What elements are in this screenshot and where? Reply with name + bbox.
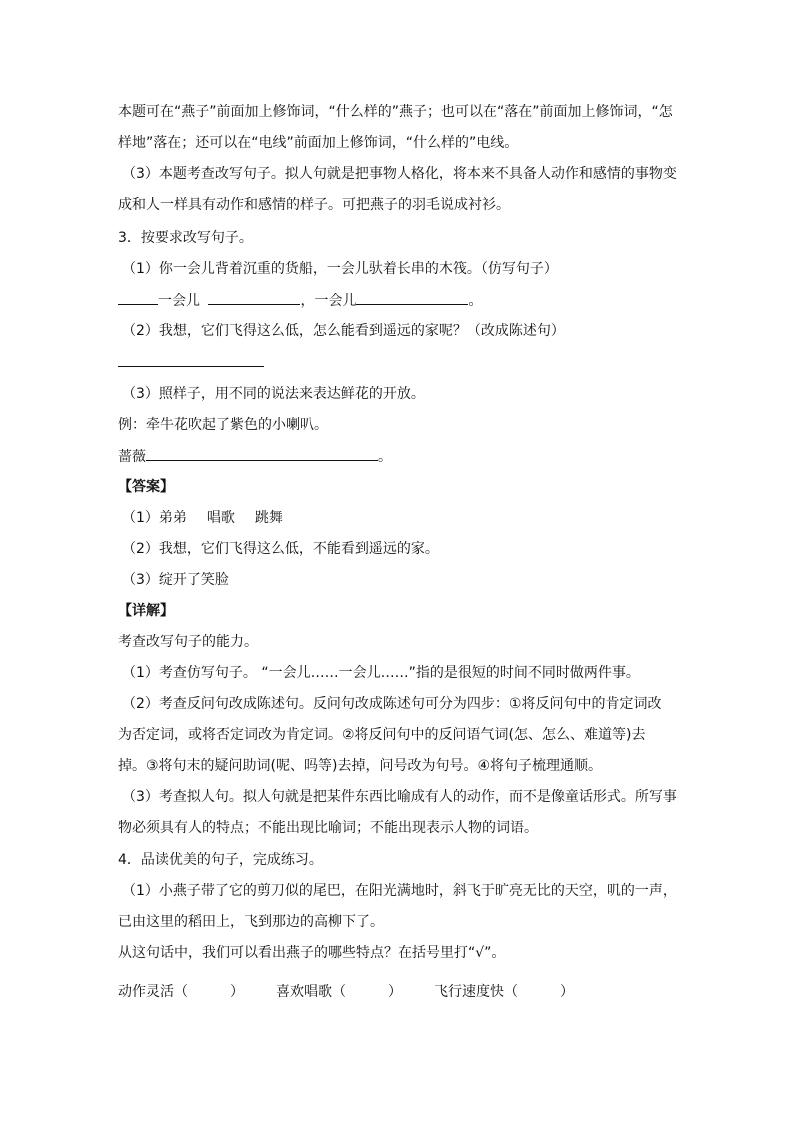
question-heading: 3．按要求改写句子。: [118, 230, 253, 246]
example-line: 例：牵牛花吹起了紫色的小喇叭。: [118, 417, 328, 433]
fill-in-line: [118, 446, 392, 467]
option-singing[interactable]: 喜欢唱歌（ ）: [276, 984, 402, 1000]
paragraph-line: 掉。③将句末的疑问助词(呢、吗等)去掉，问号改为句号。④将句子梳理通顺。: [118, 758, 603, 774]
paragraph-line: （1）考查仿写句子。 “一会儿……一会儿……”指的是很短的时间不同时做两件事。: [122, 665, 640, 681]
fill-text: 蔷薇: [118, 449, 146, 465]
option-fast[interactable]: 飞行速度快（ ）: [434, 984, 574, 1000]
paragraph-line: 考查改写句子的能力。: [118, 634, 258, 650]
question-item: （3）照样子，用不同的说法来表达鲜花的开放。: [122, 386, 425, 402]
paragraph-line: 本题可在“燕子”前面加上修饰词，“什么样的”燕子；也可以在“落在”前面加上修饰词，“怎: [118, 104, 673, 120]
paragraph-line: 为否定词，或将否定词改为肯定词。②将反问句中的反问语气词(怎、怎么、难道等)去: [118, 727, 646, 743]
answer-header: 【答案】: [118, 479, 174, 495]
paragraph-line: 物必须具有人的特点；不能出现比喻词；不能出现表示人物的词语。: [118, 820, 538, 836]
paragraph-line: 从这句话中，我们可以看出燕子的哪些特点？在括号里打“√”。: [118, 945, 506, 961]
question-item: （1）小燕子带了它的剪刀似的尾巴，在阳光满地时，斜飞于旷亮无比的天空，叽的一声，: [122, 883, 677, 899]
answer-line: （2）我想，它们飞得这么低，不能看到遥远的家。: [122, 541, 439, 557]
options-line: [118, 982, 574, 1002]
question-item: （2）我想，它们飞得这么低，怎么能看到遥远的家呢？（改成陈述句）: [122, 323, 565, 339]
paragraph-line: （2）考查反问句改成陈述句。反问句改成陈述句可分为四步：①将反问句中的肯定词改: [122, 696, 662, 712]
explanation-header: 【详解】: [118, 603, 174, 619]
fill-in-line: [118, 352, 264, 373]
paragraph-line: （3）考查拟人句。拟人句就是把某件东西比喻成有人的动作，而不是像童话形式。所写事: [122, 789, 677, 805]
paragraph-line: 已由这里的稻田上，飞到那边的高柳下了。: [118, 914, 384, 930]
answer-blank[interactable]: [118, 290, 158, 305]
answer-text: 跳舞: [254, 510, 283, 526]
fill-text: 。: [468, 293, 483, 309]
fill-text: ，一会儿: [300, 293, 357, 309]
answer-line: [122, 508, 283, 528]
answer-blank[interactable]: [118, 352, 264, 367]
answer-blank[interactable]: [146, 446, 378, 461]
question-item: （1）你一会儿背着沉重的货船，一会儿驮着长串的木筏。（仿写句子）: [122, 261, 558, 277]
fill-in-line: [118, 290, 482, 311]
question-heading: 4．品读优美的句子，完成练习。: [118, 852, 323, 868]
paragraph-line: 样地”落在；还可以在“电线”前面加上修饰词，“什么样的”电线。: [118, 135, 519, 151]
answer-line: （3）绽开了笑脸: [122, 572, 229, 588]
fill-text: 。: [378, 449, 392, 465]
paragraph-line: 成和人一样具有动作和感情的样子。可把燕子的羽毛说成衬衫。: [118, 197, 510, 213]
answer-blank[interactable]: [208, 290, 300, 305]
answer-blank[interactable]: [356, 290, 468, 305]
answer-text: 唱歌: [206, 510, 235, 526]
paragraph-line: （3）本题考查改写句子。拟人句就是把事物人格化，将本来不具备人动作和感情的事物变: [122, 166, 677, 182]
option-agile[interactable]: 动作灵活（ ）: [118, 984, 244, 1000]
fill-text: 一会儿: [158, 293, 200, 309]
answer-text: （1）弟弟: [122, 510, 187, 526]
